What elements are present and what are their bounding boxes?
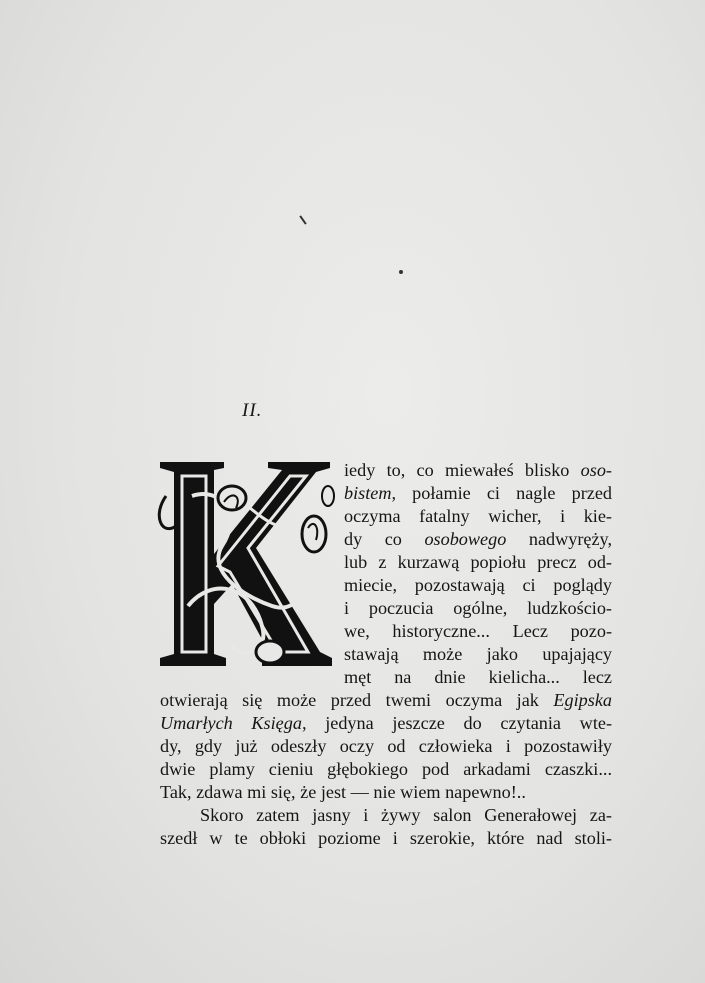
chapter-heading: II. — [242, 400, 263, 421]
text-line: szedł w te obłoki poziome i szerokie, które nad stoli- — [160, 828, 612, 848]
italic-phrase: Egipska — [553, 690, 612, 710]
text-line: dy co osobowego nadwyręży, — [344, 529, 612, 549]
text-line: otwierają się może przed twemi oczyma jak Egipska — [160, 690, 612, 710]
text-line: Tak, zdawa mi się, że jest — nie wiem napewno!.. — [160, 782, 526, 802]
text-line: Umarłych Księga, jedyna jeszcze do czytania wte- — [160, 713, 612, 733]
italic-phrase: Umarłych Księga, — [160, 713, 307, 733]
italic-phrase: bistem, — [344, 483, 397, 503]
italic-phrase: osobowego — [424, 529, 507, 549]
ink-speck — [399, 270, 403, 274]
text-line: bistem, połamie ci nagle przed — [344, 483, 612, 503]
text-line: dwie plamy cieniu głębokiego pod arkadami czaszki... — [160, 759, 612, 779]
text-line: iedy to, co miewałeś blisko oso- — [344, 460, 612, 480]
text-line: Skoro zatem jasny i żywy salon Generałowej za- — [200, 805, 612, 825]
text-line: męt na dnie kielicha... lecz — [344, 667, 612, 687]
text-line: lub z kurzawą popiołu precz od- — [344, 552, 612, 572]
ink-mark — [299, 215, 306, 224]
ornamental-initial-k — [152, 456, 338, 672]
italic-phrase: oso- — [580, 460, 612, 480]
text-line: miecie, pozostawają ci poglądy — [344, 575, 612, 595]
text-line: oczyma fatalny wicher, i kie- — [344, 506, 612, 526]
text-line: i poczucia ogólne, ludzkościo- — [344, 598, 612, 618]
text-line: stawają może jako upajający — [344, 644, 612, 664]
text-line: we, historyczne... Lecz pozo- — [344, 621, 612, 641]
text-line: dy, gdy już odeszły oczy od człowieka i pozostawiły — [160, 736, 612, 756]
